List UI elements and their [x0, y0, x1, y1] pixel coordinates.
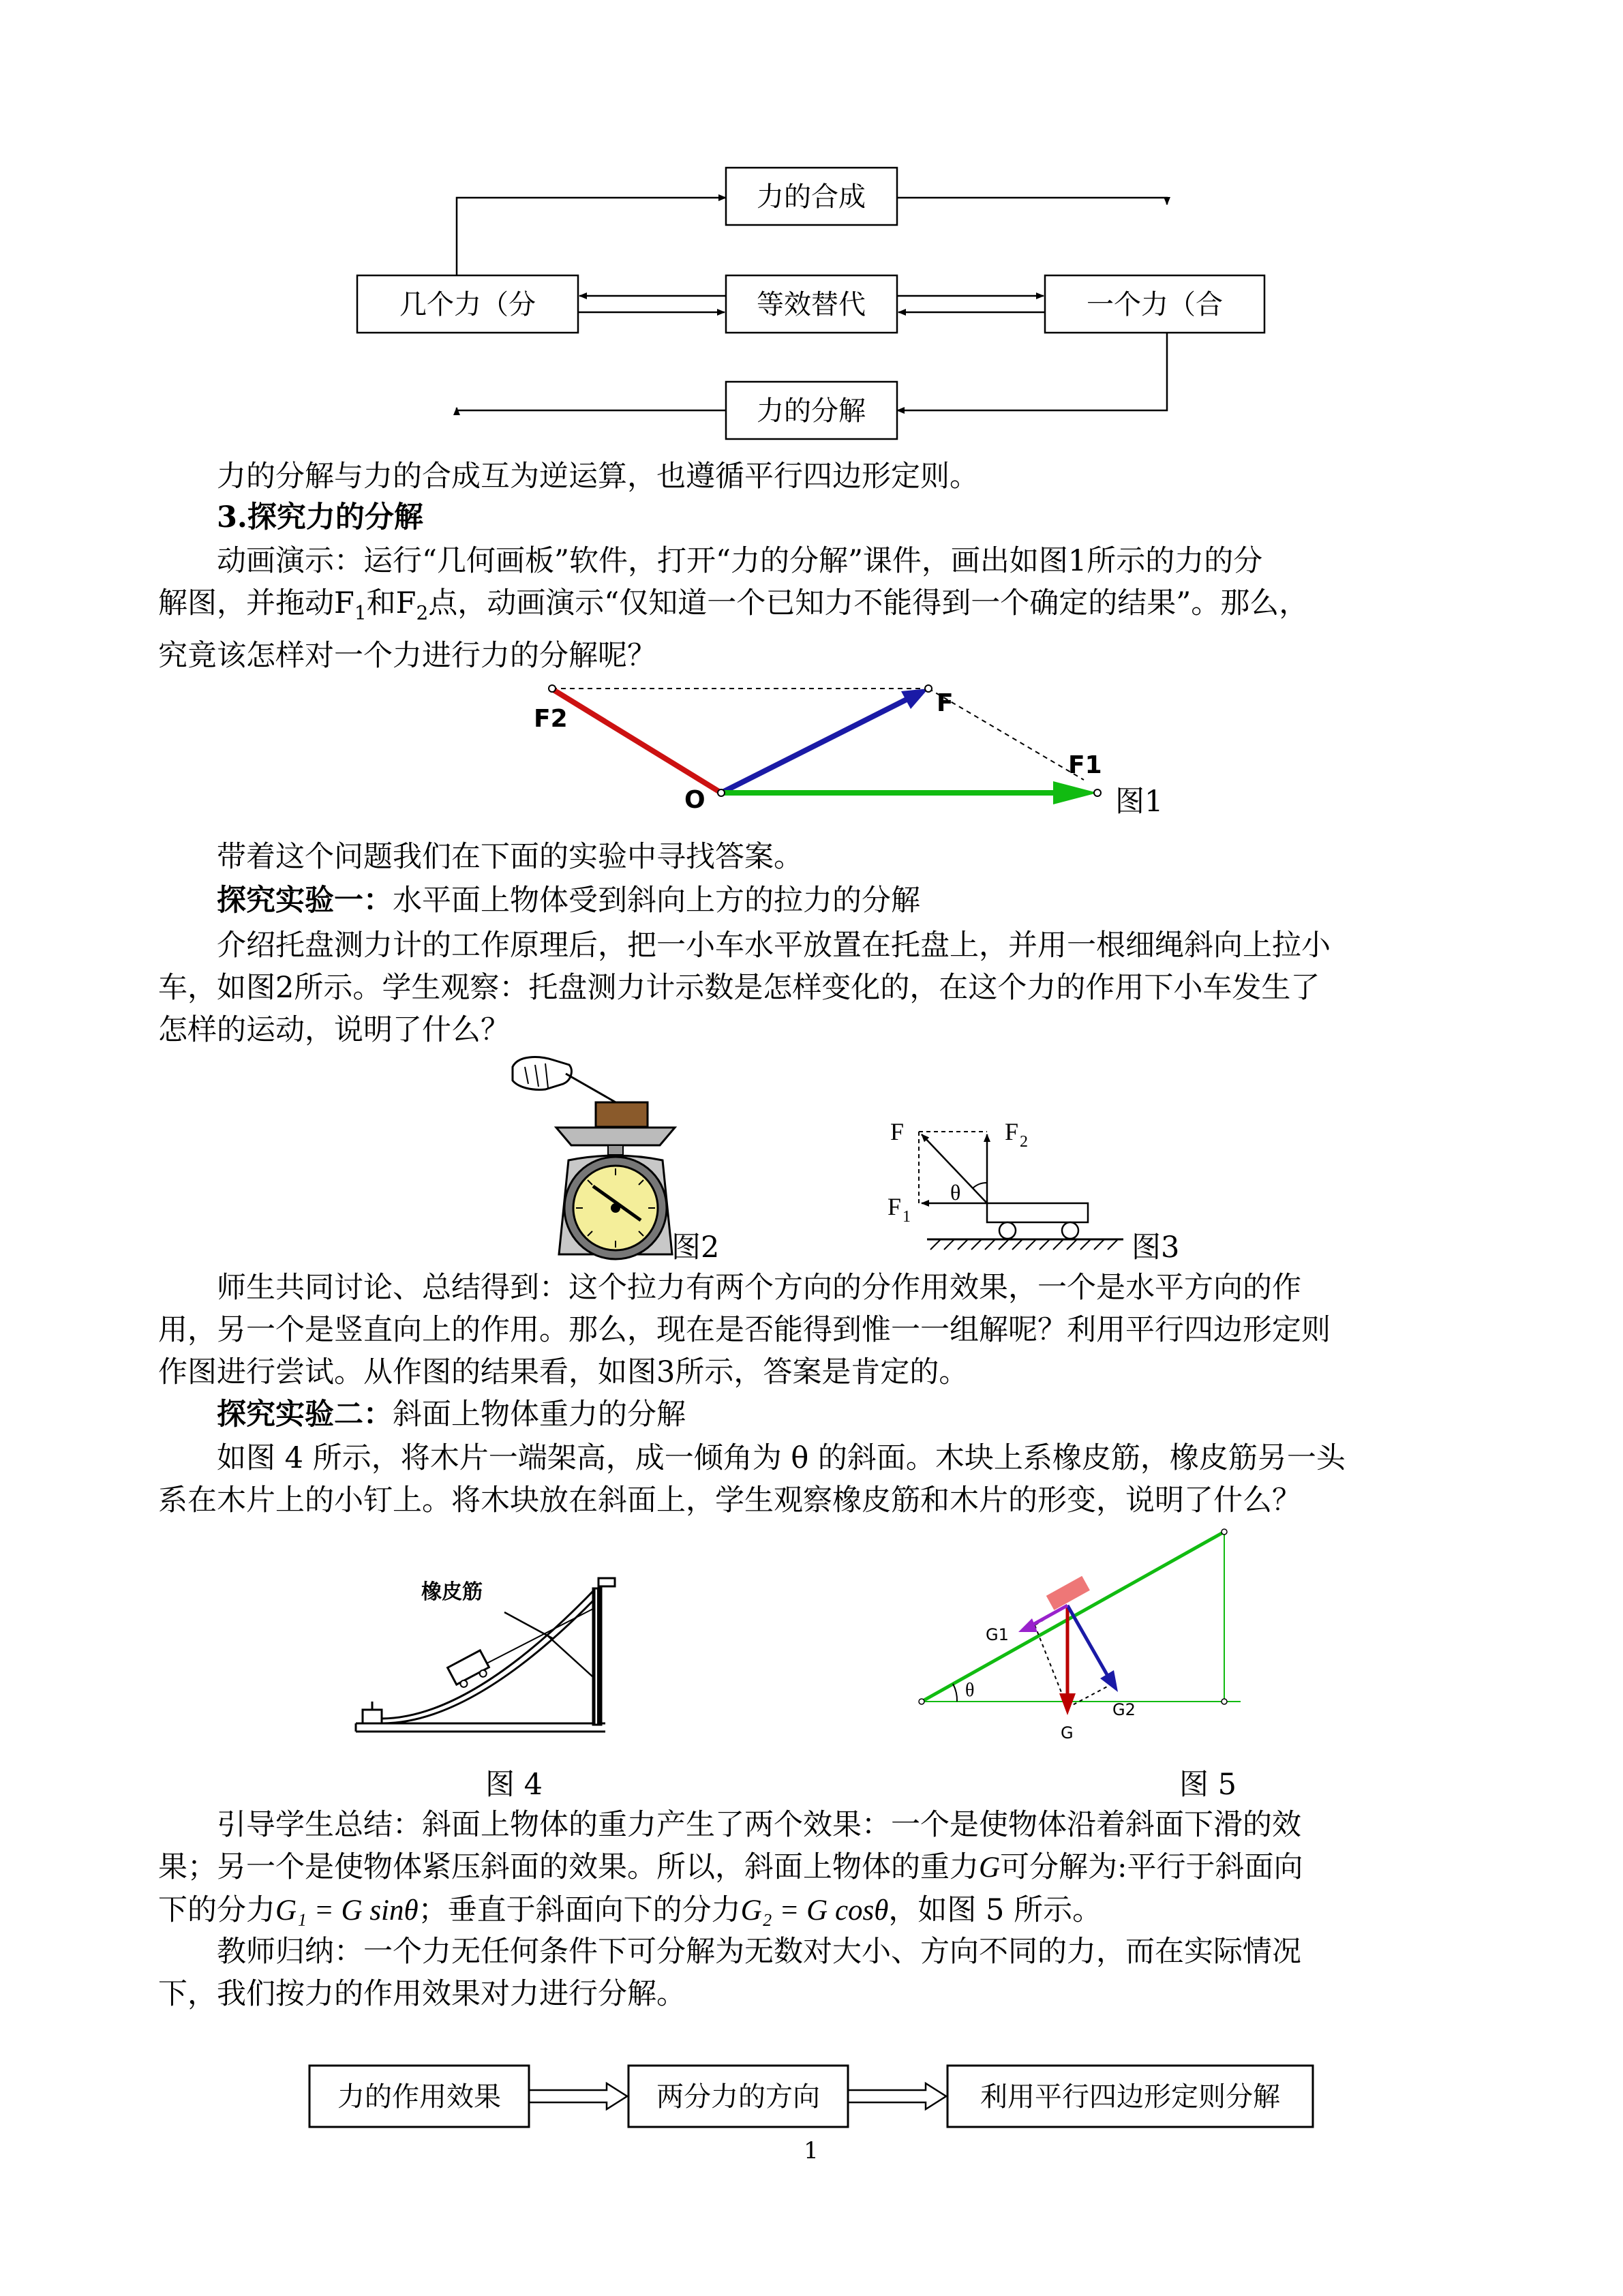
flowchart-composition [357, 168, 1264, 439]
paragraph-discussion: 师生共同讨论、总结得到：这个拉力有两个方向的分作用效果，一个是水平方向的作 用，另一个是竖直向上的作用。那么，现在是否能得到惟一一组解呢？利用平行四边形定则 作图进行尝试。从作图的结果看，如图3所示，答案是肯定的。 [158, 1271, 1331, 1389]
page-number: 1 [804, 2137, 819, 2164]
box-equivalent-label: 等效替代 [757, 289, 866, 320]
label-F: F [937, 689, 954, 717]
label-F1: F1 [1068, 751, 1102, 779]
label-F1-sub: 1 [902, 1208, 911, 1226]
label-G: G [1061, 1723, 1074, 1742]
heading-experiment-2: 探究实验二：斜面上物体重力的分解 [217, 1398, 686, 1432]
caption-fig5: 图 5 [1179, 1768, 1237, 1802]
double-arrow-2 [848, 2083, 946, 2109]
arrow-left-to-composition [457, 198, 726, 275]
label-F: F [890, 1118, 905, 1145]
cart-body [987, 1203, 1088, 1222]
box-decomposition-label: 力的分解 [757, 395, 866, 427]
heading-experiment-1: 探究实验一：水平面上物体受到斜向上方的拉力的分解 [217, 883, 920, 918]
caption-fig1: 图1 [1115, 785, 1164, 819]
box-one-force-label: 一个力（合 [1087, 289, 1223, 320]
paragraph-summary: 引导学生总结：斜面上物体的重力产生了两个效果：一个是使物体沿着斜面下滑的效 果；另一个是使物体紧压斜面的效果。所以，斜面上物体的重力G可分解为:平行于斜面向 下的分力G₁ = G sinθ；垂直于斜面向下的分力G₂ = G cosθ，如图 5 所示。 [158, 1808, 1303, 1927]
label-rubber-band: 橡皮筋 [421, 1580, 483, 1604]
double-arrow-1 [529, 2083, 627, 2109]
step-2-label: 两分力的方向 [656, 2081, 820, 2113]
arrow-decomposition-to-left [457, 408, 726, 410]
paragraph-teacher-conclusion: 教师归纳：一个力无任何条件下可分解为无数对大小、方向不同的力，而在实际情况 下，我们按力的作用效果对力进行分解。 [158, 1935, 1301, 2011]
step-1-label: 力的作用效果 [337, 2081, 501, 2113]
caption-fig3: 图3 [1132, 1230, 1180, 1265]
box-several-forces-label: 几个力（分 [399, 289, 536, 320]
label-F2-sub: 2 [1020, 1133, 1028, 1151]
paragraph-experiment-1: 介绍托盘测力计的工作原理后，把一小车水平放置在托盘上，并用一根细绳斜向上拉小 车，如图2所示。学生观察：托盘测力计示数是怎样变化的，在这个力的作用下小车发生了 怎样的运动，说明了什么？ [158, 928, 1331, 1047]
block-on-incline [1046, 1576, 1090, 1610]
paragraph-animation-demo: 动画演示：运行“几何画板”软件，打开“力的分解”课件，画出如图1所示的力的分 解图，并拖动$F_1$和$F_2$点，动画演示“仅知道一个已知力不能得到一个确定的结果”。那么， 究竟该怎样对一个力进行力的分解呢？ [158, 544, 1309, 673]
vector-G2 [1067, 1605, 1108, 1677]
paragraph-inverse-operation: 力的分解与力的合成互为逆运算，也遵循平行四边形定则。 [217, 459, 979, 494]
caption-fig4: 图 4 [485, 1768, 543, 1802]
wood-block [596, 1102, 648, 1127]
paragraph-experiment-2: 如图 4 所示，将木片一端架高，成一倾角为 θ 的斜面。木块上系橡皮筋，橡皮筋另一头 系在木片上的小钉上。将木块放在斜面上，学生观察橡皮筋和木片的形变，说明了什么？ [158, 1441, 1346, 1517]
figure-5-gravity [919, 1529, 1241, 1802]
flowchart-method [309, 2066, 1313, 2127]
hand-icon [513, 1057, 571, 1090]
label-theta: θ [965, 1680, 975, 1701]
figure-1-force-decomposition [534, 685, 1163, 819]
label-theta: θ [950, 1180, 961, 1205]
arrow-right-to-decomposition [897, 333, 1167, 410]
step-3-label: 利用平行四边形定则分解 [980, 2081, 1280, 2113]
heading-explore-decomposition: 3.探究力的分解 [217, 500, 423, 534]
vector-F2 [553, 690, 721, 793]
label-G1: G1 [986, 1625, 1009, 1644]
label-F2: F2 [534, 705, 568, 733]
label-F1: F [888, 1193, 902, 1220]
figure-4-incline [356, 1578, 615, 1802]
label-O: O [684, 786, 706, 814]
caption-fig2: 图2 [671, 1230, 720, 1265]
label-F2: F [1005, 1118, 1019, 1145]
vector-F [721, 699, 907, 793]
figure-2-scale [513, 1057, 719, 1265]
figure-3-cart [888, 1118, 1179, 1265]
arrow-composition-to-right [897, 198, 1167, 205]
label-G2: G2 [1112, 1700, 1136, 1719]
paragraph-find-answer: 带着这个问题我们在下面的实验中寻找答案。 [217, 840, 803, 874]
box-composition-label: 力的合成 [757, 181, 866, 213]
